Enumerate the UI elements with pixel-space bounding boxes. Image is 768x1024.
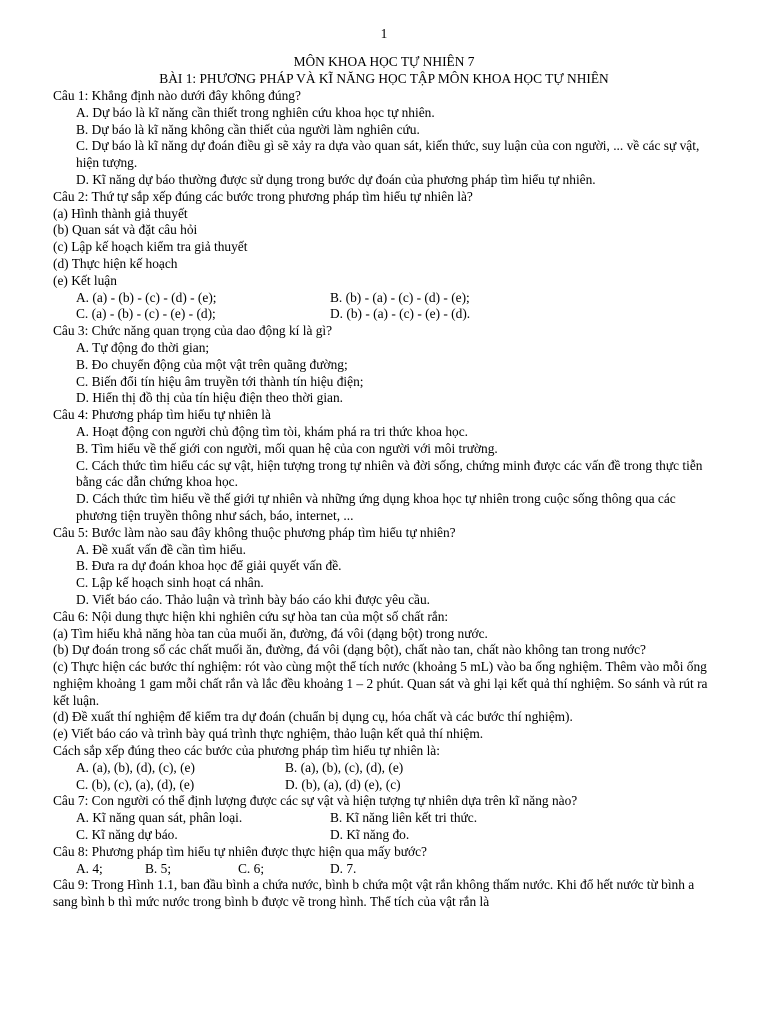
q2-step-b: (b) Quan sát và đặt câu hỏi (53, 222, 198, 238)
q7-option-b: B. Kĩ năng liên kết tri thức. (330, 810, 478, 826)
q4-option-c: C. Cách thức tìm hiểu các sự vật, hiện tượng trong tự nhiên và đời sống, chứng minh được các vấn đề trong thực tiễn bằng các dẫn chứng khoa học. (76, 457, 703, 490)
q2-options-row-1 (53, 290, 713, 307)
q6-options-row-2 (53, 777, 713, 794)
question-8: Câu 8: Phương pháp tìm hiểu tự nhiên được thực hiện qua mấy bước? (53, 843, 428, 859)
q7-options-row-1 (53, 810, 713, 827)
q7-option-a: A. Kĩ năng quan sát, phân loại. (76, 810, 243, 826)
q6-step-d: (d) Đề xuất thí nghiệm để kiểm tra dự đoán (chuẩn bị dụng cụ, hóa chất và các bước thí nghiệm). (53, 709, 573, 725)
q8-option-c: C. 6; (238, 860, 265, 876)
question-4: Câu 4: Phương pháp tìm hiểu tự nhiên là (53, 407, 271, 423)
q3-option-b: B. Đo chuyển động của một vật trên quãng đường; (76, 356, 348, 372)
q6-option-d: D. (b), (a), (d) (e), (c) (285, 776, 401, 792)
q3-option-c: C. Biến đổi tín hiệu âm truyền tới thành tín hiệu điện; (76, 373, 364, 389)
question-6: Câu 6: Nội dung thực hiện khi nghiên cứu sự hòa tan của một số chất rắn: (53, 608, 449, 624)
q5-option-d: D. Viết báo cáo. Thảo luận và trình bày báo cáo khi được yêu cầu. (76, 591, 431, 607)
q2-step-c: (c) Lập kế hoạch kiểm tra giả thuyết (53, 239, 248, 255)
q6-option-b: B. (a), (b), (c), (d), (e) (285, 759, 404, 775)
q6-step-e: (e) Viết báo cáo và trình bày quá trình thực nghiệm, thảo luận kết quả thí nhiệm. (53, 726, 484, 742)
q7-option-c: C. Kĩ năng dự báo. (76, 827, 178, 843)
q2-option-a: A. (a) - (b) - (c) - (d) - (e); (76, 289, 217, 305)
q4-option-a: A. Hoạt động con người chủ động tìm tòi, khám phá ra tri thức khoa học. (76, 423, 468, 439)
q6-step-c: (c) Thực hiện các bước thí nghiệm: rót vào cùng một thể tích nước (khoảng 5 mL) vào ba ống nghiệm. Thêm vào mỗi ống nghiệm khoảng 1 gam mỗi chất rắn và lắc đều khoảng 1 – 2 phút. Quan sát và ghi lại kết quả thí nghiệm. So sánh và rút ra kết luận. (53, 659, 708, 708)
q6-option-a: A. (a), (b), (d), (c), (e) (76, 759, 195, 775)
q1-option-a: A. Dự báo là kĩ năng cần thiết trong nghiên cứu khoa học tự nhiên. (76, 104, 435, 120)
q6-options-row-1 (53, 760, 713, 777)
q4-option-d: D. Cách thức tìm hiểu về thế giới tự nhiên và những ứng dụng khoa học tự nhiên trong cuộc sống thông qua các phương tiện truyền thông như sách, báo, internet, ... (76, 491, 676, 523)
q6-option-c: C. (b), (c), (a), (d), (e) (76, 776, 195, 792)
lesson-title: BÀI 1: PHƯƠNG PHÁP VÀ KĨ NĂNG HỌC TẬP MÔN KHOA HỌC TỰ NHIÊN (159, 71, 609, 86)
q4-option-b: B. Tìm hiểu về thế giới con người, mối quan hệ của con người với môi trường. (76, 440, 498, 456)
q8-option-d: D. 7. (330, 860, 357, 876)
question-2: Câu 2: Thứ tự sắp xếp đúng các bước trong phương pháp tìm hiểu tự nhiên là? (53, 188, 473, 204)
q7-options-row-2 (53, 827, 713, 844)
q2-step-e: (e) Kết luận (53, 272, 117, 288)
q2-option-c: C. (a) - (b) - (c) - (e) - (d); (76, 306, 216, 322)
q1-option-c: C. Dự báo là kĩ năng dự đoán điều gì sẽ xảy ra dựa vào quan sát, kiến thức, suy luận của con người, ... về các sự vật, hiện tượng. (76, 138, 700, 171)
question-9: Câu 9: Trong Hình 1.1, ban đầu bình a chứa nước, bình b chứa một vật rắn không thấm nước. Khi đổ hết nước từ bình a sang bình b thì mức nước trong bình b được vẽ trong hình. Thể tích của vật rắn là (53, 877, 695, 910)
q3-option-a: A. Tự động đo thời gian; (76, 339, 210, 355)
q8-option-a: A. 4; (76, 860, 103, 876)
q6-prompt: Cách sắp xếp đúng theo các bước của phương pháp tìm hiểu tự nhiên là: (53, 743, 440, 759)
question-3: Câu 3: Chức năng quan trọng của dao động kí là gì? (53, 323, 333, 339)
question-1: Câu 1: Khẳng định nào dưới đây không đúng? (53, 88, 301, 103)
subject-title: MÔN KHOA HỌC TỰ NHIÊN 7 (293, 54, 475, 69)
q6-step-b: (b) Dự đoán trong số các chất muối ăn, đường, đá vôi (dạng bột), chất nào tan, chất nào không tan trong nước? (53, 642, 646, 658)
question-5: Câu 5: Bước làm nào sau đây không thuộc phương pháp tìm hiểu tự nhiên? (53, 524, 456, 540)
q1-option-b: B. Dự báo là kĩ năng không cần thiết của người làm nghiên cứu. (76, 121, 420, 137)
page-number: 1 (380, 26, 388, 41)
q3-option-d: D. Hiển thị đồ thị của tín hiệu điện theo thời gian. (76, 390, 344, 406)
q5-option-a: A. Đề xuất vấn đề cần tìm hiểu. (76, 541, 246, 557)
q5-option-b: B. Đưa ra dự đoán khoa học để giải quyết vấn đề. (76, 558, 342, 574)
q2-option-d: D. (b) - (a) - (c) - (e) - (d). (330, 306, 471, 322)
q2-step-a: (a) Hình thành giả thuyết (53, 205, 188, 221)
question-list (53, 88, 713, 911)
q8-options-row (53, 861, 713, 878)
q2-option-b: B. (b) - (a) - (c) - (d) - (e); (330, 289, 470, 305)
q2-step-d: (d) Thực hiện kế hoạch (53, 255, 178, 271)
q7-option-d: D. Kĩ năng đo. (330, 827, 410, 843)
q6-step-a: (a) Tìm hiểu khả năng hòa tan của muối ăn, đường, đá vôi (dạng bột) trong nước. (53, 625, 488, 641)
q8-option-b: B. 5; (145, 860, 172, 876)
q1-option-d: D. Kĩ năng dự báo thường được sử dụng trong bước dự đoán của phương pháp tìm hiểu tự nhiên. (76, 171, 596, 187)
q5-option-c: C. Lập kế hoạch sinh hoạt cá nhân. (76, 575, 264, 591)
question-7: Câu 7: Con người có thể định lượng được các sự vật và hiện tượng tự nhiên dựa trên kĩ năng nào? (53, 793, 578, 809)
q2-options-row-2 (53, 306, 713, 323)
